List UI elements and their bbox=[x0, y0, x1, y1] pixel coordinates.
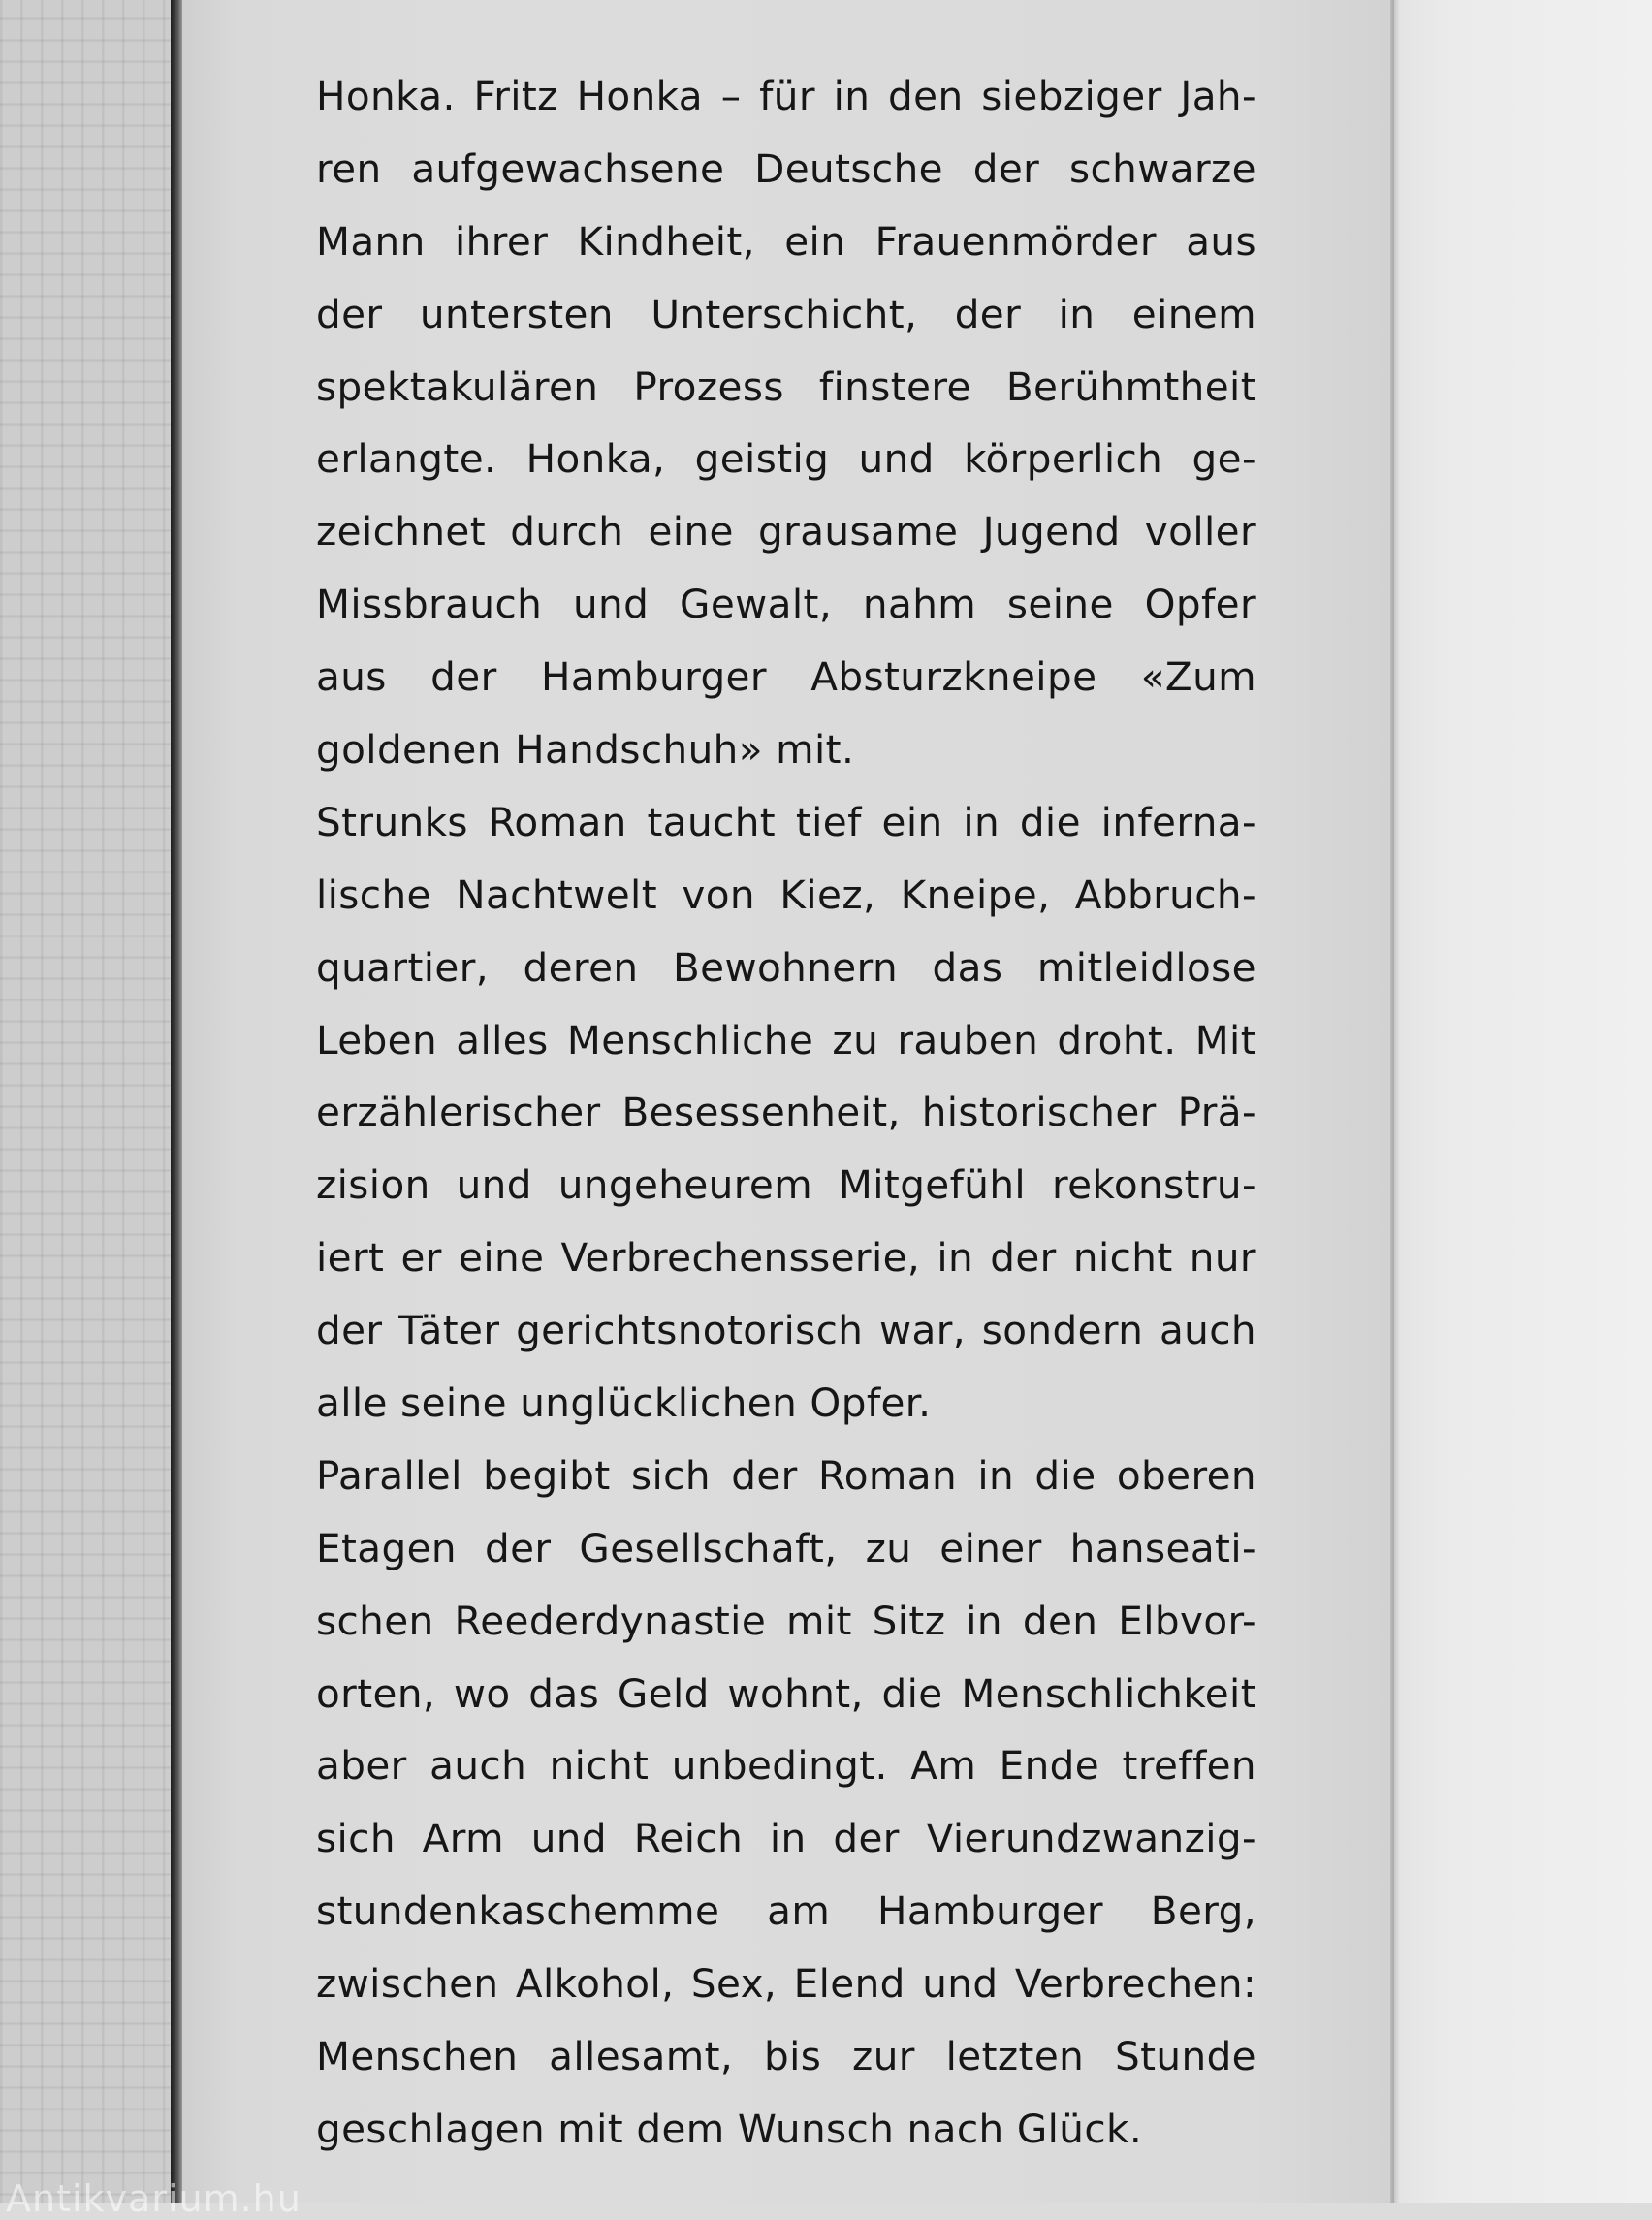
book-spine-shadow bbox=[171, 0, 182, 2203]
text-line: aber auch nicht unbedingt. Am Ende treffen bbox=[316, 1742, 1256, 1790]
page-margin-right bbox=[1394, 0, 1652, 2203]
text-line: Parallel begibt sich der Roman in die oberen bbox=[316, 1451, 1256, 1499]
text-line: Leben alles Menschliche zu rauben droht. Mit bbox=[316, 1016, 1256, 1063]
text-line: ren aufgewachsene Deutsche der schwarze bbox=[316, 144, 1256, 192]
text-line: zwischen Alkohol, Sex, Elend und Verbrechen: bbox=[316, 1960, 1256, 2008]
text-line: Etagen der Gesellschaft, zu einer hanseati- bbox=[316, 1524, 1256, 1571]
text-line: geschlagen mit dem Wunsch nach Glück. bbox=[316, 2105, 1143, 2152]
text-line: Menschen allesamt, bis zur letzten Stunde bbox=[316, 2033, 1256, 2080]
text-line: alle seine unglücklichen Opfer. bbox=[316, 1380, 932, 1427]
blurb-text bbox=[316, 60, 1256, 2166]
paragraph-parallel bbox=[316, 1440, 1256, 2166]
wooden-surface bbox=[0, 0, 171, 2203]
watermark: Antikvarium.hu bbox=[6, 2177, 302, 2220]
text-line: spektakulären Prozess finstere Berühmtheit bbox=[316, 363, 1256, 410]
text-line: goldenen Handschuh» mit. bbox=[316, 726, 855, 774]
text-line: schen Reederdynastie mit Sitz in den Elbvor- bbox=[316, 1597, 1256, 1644]
text-line: Strunks Roman taucht tief ein in die inferna- bbox=[316, 798, 1256, 845]
paragraph-strunk-novel bbox=[316, 786, 1256, 1440]
text-line: aus der Hamburger Absturzkneipe «Zum bbox=[316, 653, 1256, 701]
paragraph-intro bbox=[316, 60, 1256, 786]
text-line: quartier, deren Bewohnern das mitleidlose bbox=[316, 943, 1256, 991]
text-line: der Täter gerichtsnotorisch war, sondern auch bbox=[316, 1307, 1256, 1354]
text-line: stundenkaschemme am Hamburger Berg, bbox=[316, 1887, 1256, 1935]
text-line: erzählerischer Besessenheit, historischer Prä- bbox=[316, 1089, 1256, 1136]
text-line: zision und ungeheurem Mitgefühl rekonstru- bbox=[316, 1161, 1256, 1209]
text-line: Mann ihrer Kindheit, ein Frauenmörder aus bbox=[316, 217, 1256, 265]
text-line: iert er eine Verbrechensserie, in der nicht nur bbox=[316, 1234, 1256, 1282]
text-line: lische Nachtwelt von Kiez, Kneipe, Abbruch- bbox=[316, 871, 1256, 918]
text-line: orten, wo das Geld wohnt, die Menschlichkeit bbox=[316, 1669, 1256, 1717]
text-line: erlangte. Honka, geistig und körperlich ge- bbox=[316, 435, 1256, 483]
text-line: der untersten Unterschicht, der in einem bbox=[316, 290, 1256, 337]
text-line: zeichnet durch eine grausame Jugend voller bbox=[316, 508, 1256, 555]
text-line: Missbrauch und Gewalt, nahm seine Opfer bbox=[316, 581, 1256, 628]
text-line: sich Arm und Reich in der Vierundzwanzig- bbox=[316, 1815, 1256, 1862]
text-line: Honka. Fritz Honka – für in den siebziger Jah- bbox=[316, 73, 1256, 119]
